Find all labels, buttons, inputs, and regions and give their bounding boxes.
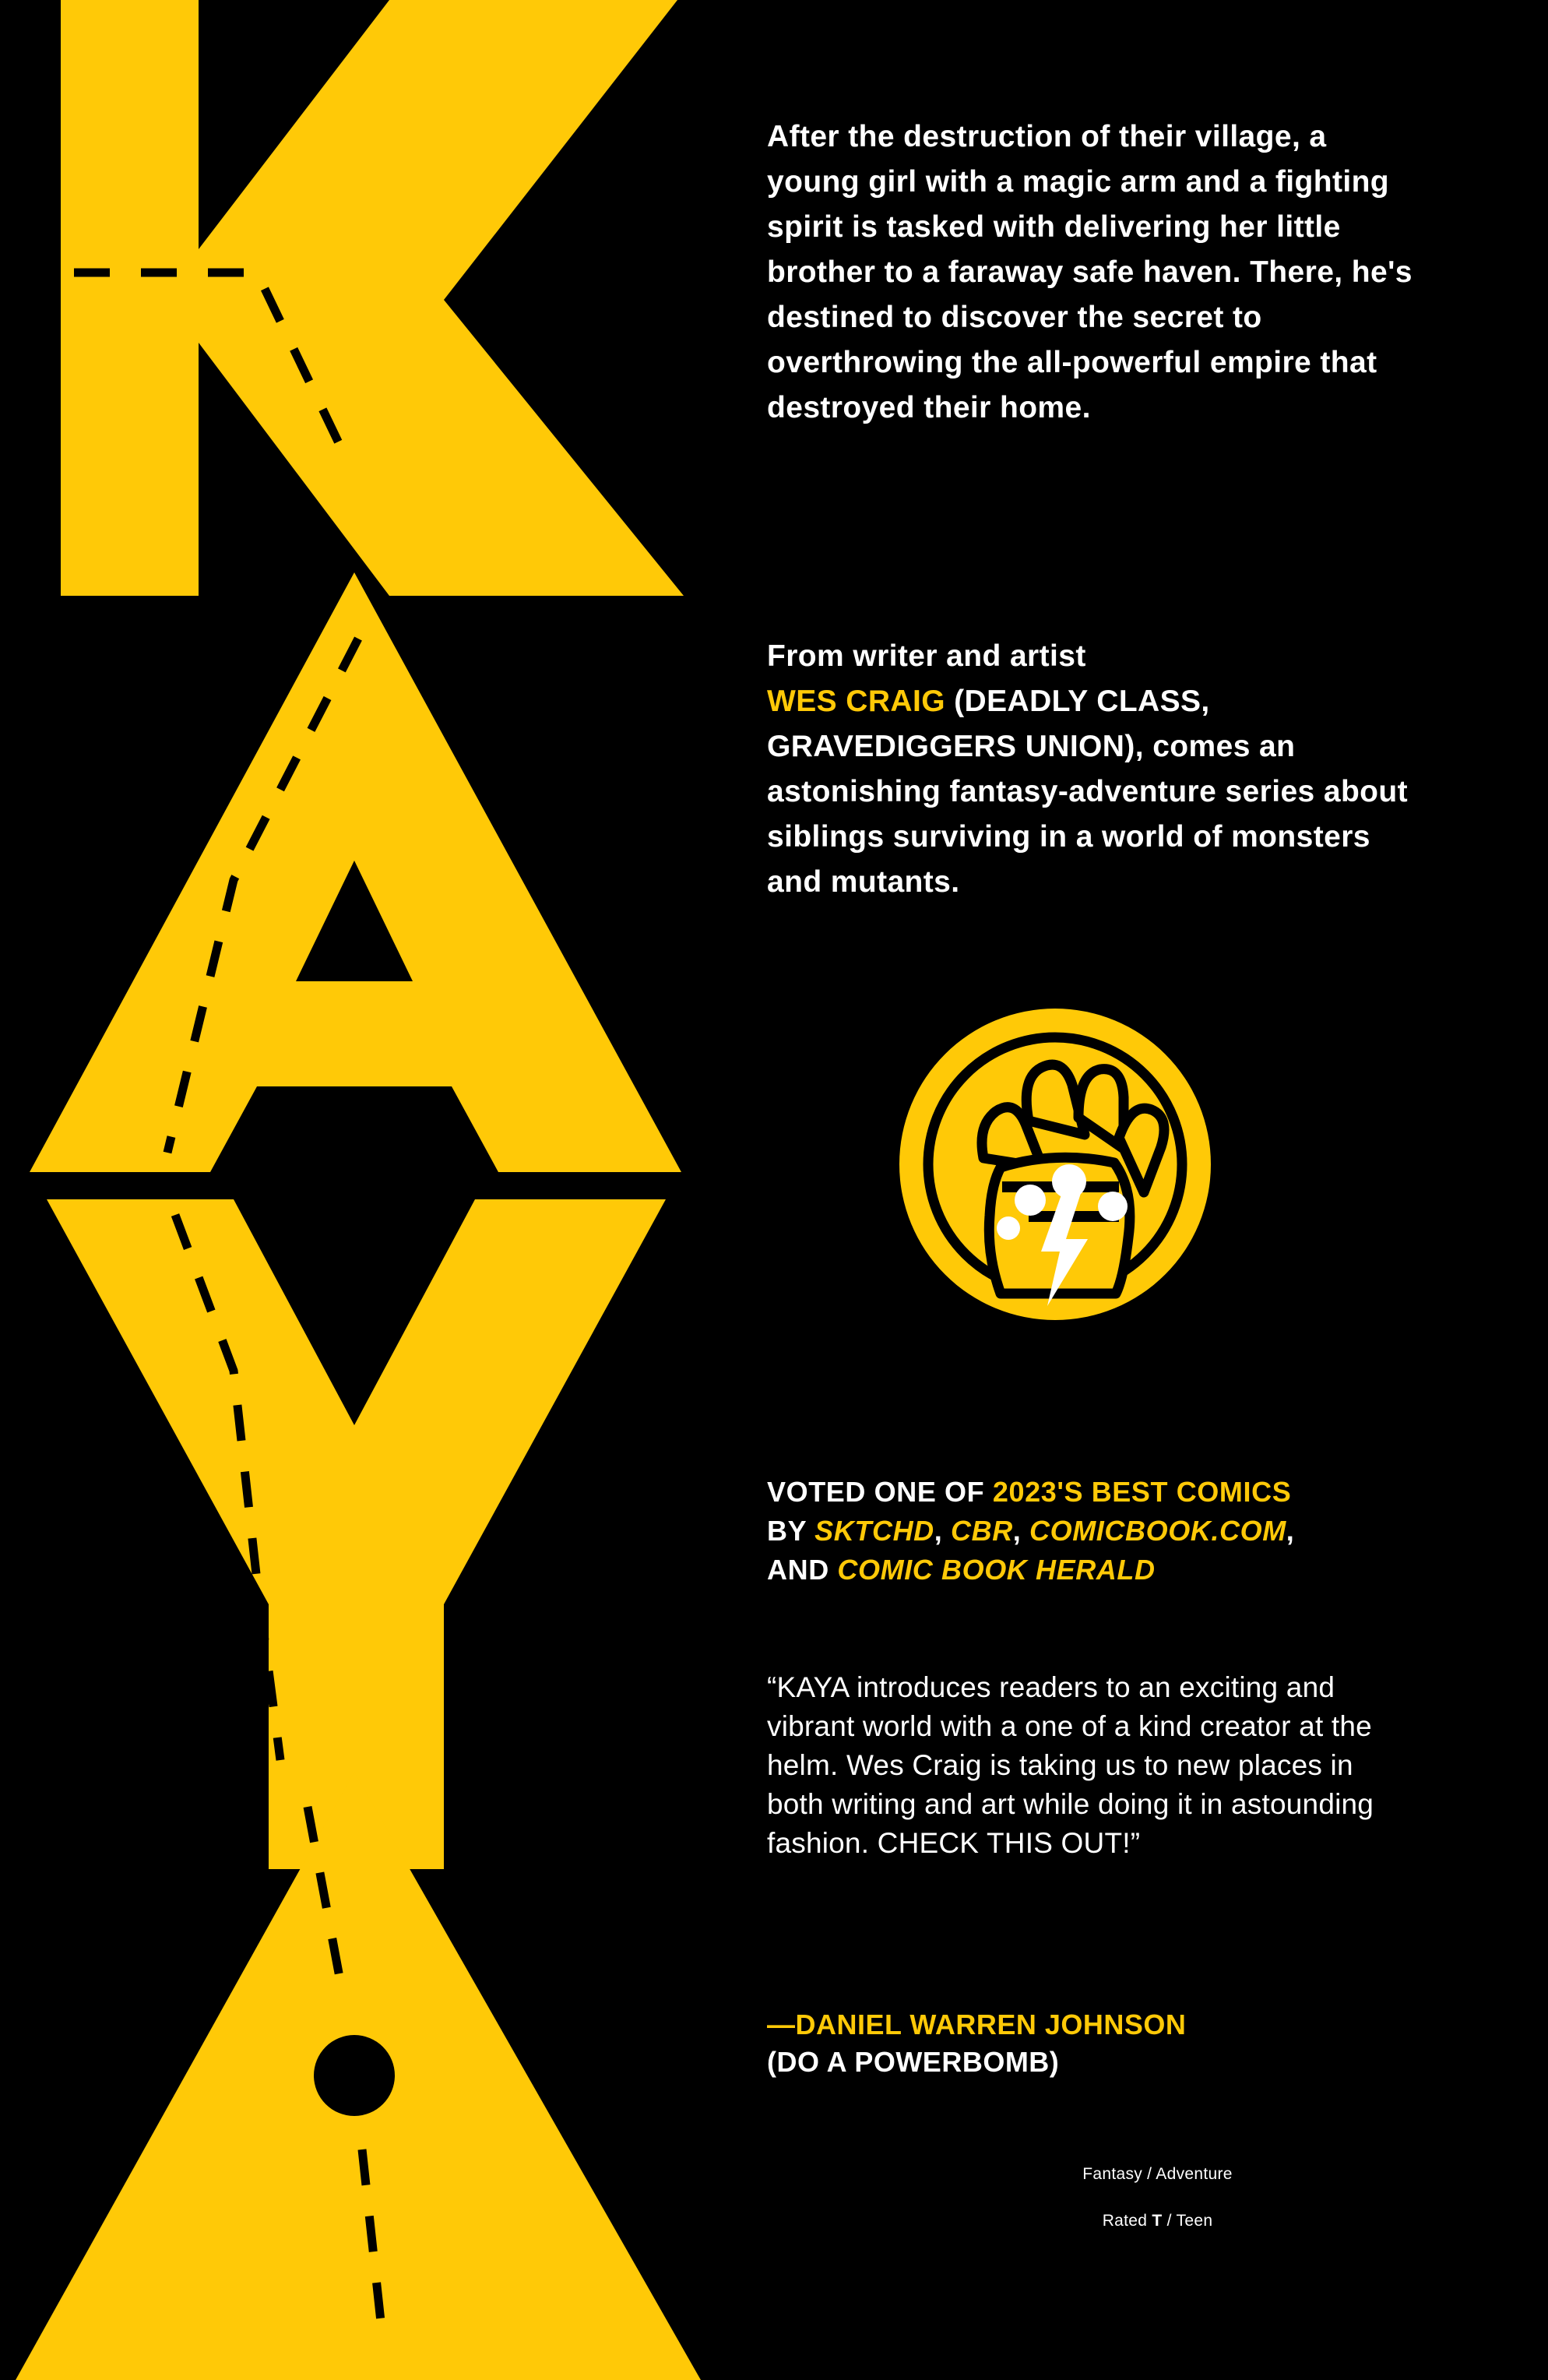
rating-prefix: Rated xyxy=(1102,2212,1152,2230)
review-quote: “KAYA introduces readers to an exciting and vibrant world with a one of a kind creator at the helm. Wes Craig is taking us to new places in both writing and art while doing it in astounding fashion. CHECK THIS OUT!” xyxy=(767,1671,1374,1859)
cover-footer xyxy=(767,2165,1548,2230)
synopsis-text: After the destruction of their village, a young girl with a magic arm and a fighting spirit is tasked with delivering her little brother to a faraway safe haven. There, he's destined to discover the secret to overthrowing the all-powerful empire that destroyed their home. xyxy=(767,120,1413,424)
kaya-title-letters xyxy=(0,0,732,2380)
award-outlet-2: CBR xyxy=(951,1515,1013,1547)
quote-author: —DANIEL WARREN JOHNSON xyxy=(767,2009,1187,2040)
credits-text xyxy=(767,634,1413,905)
cover-content-column xyxy=(767,0,1548,2380)
award-line3-pre: AND xyxy=(767,1554,838,1586)
hand-lightning-icon xyxy=(892,977,1219,1351)
award-block xyxy=(767,1473,1429,1590)
kaya-logo-badge xyxy=(892,977,1219,1351)
credits-lead-in: From writer and artist xyxy=(767,639,1086,673)
cover-title-column xyxy=(0,0,732,2380)
award-sep-3: , xyxy=(1286,1515,1295,1547)
rating-suffix: / Teen xyxy=(1162,2212,1213,2230)
award-highlight: 2023'S BEST COMICS xyxy=(992,1476,1292,1508)
award-outlet-4: COMIC BOOK HERALD xyxy=(837,1554,1156,1586)
title-letter-a-1 xyxy=(30,572,681,1172)
quote-attribution xyxy=(767,2006,1413,2081)
title-letter-a-2 xyxy=(16,1772,701,2380)
genre-label: Fantasy / Adventure xyxy=(1082,2165,1233,2183)
award-outlet-1: SKTCHD xyxy=(814,1515,934,1547)
award-outlet-3: COMICBOOK.COM xyxy=(1029,1515,1286,1547)
creator-name: WES CRAIG xyxy=(767,685,945,718)
award-sep-1: , xyxy=(934,1515,951,1547)
award-sep-2: , xyxy=(1012,1515,1030,1547)
award-line2-pre: BY xyxy=(767,1515,815,1547)
rating-letter: T xyxy=(1152,2212,1163,2230)
credits-prior-works: (DEADLY CLASS, GRAVEDIGGERS UNION), comes an astonishing fantasy-adventure series about siblings surviving in a world of monsters and mutants. xyxy=(767,685,1409,899)
title-letter-y xyxy=(47,1199,666,1869)
rating-label xyxy=(767,2212,1548,2230)
title-letter-k xyxy=(61,0,684,596)
award-line1-pre: VOTED ONE OF xyxy=(767,1476,993,1508)
quote-author-work: (DO A POWERBOMB) xyxy=(767,2046,1060,2078)
